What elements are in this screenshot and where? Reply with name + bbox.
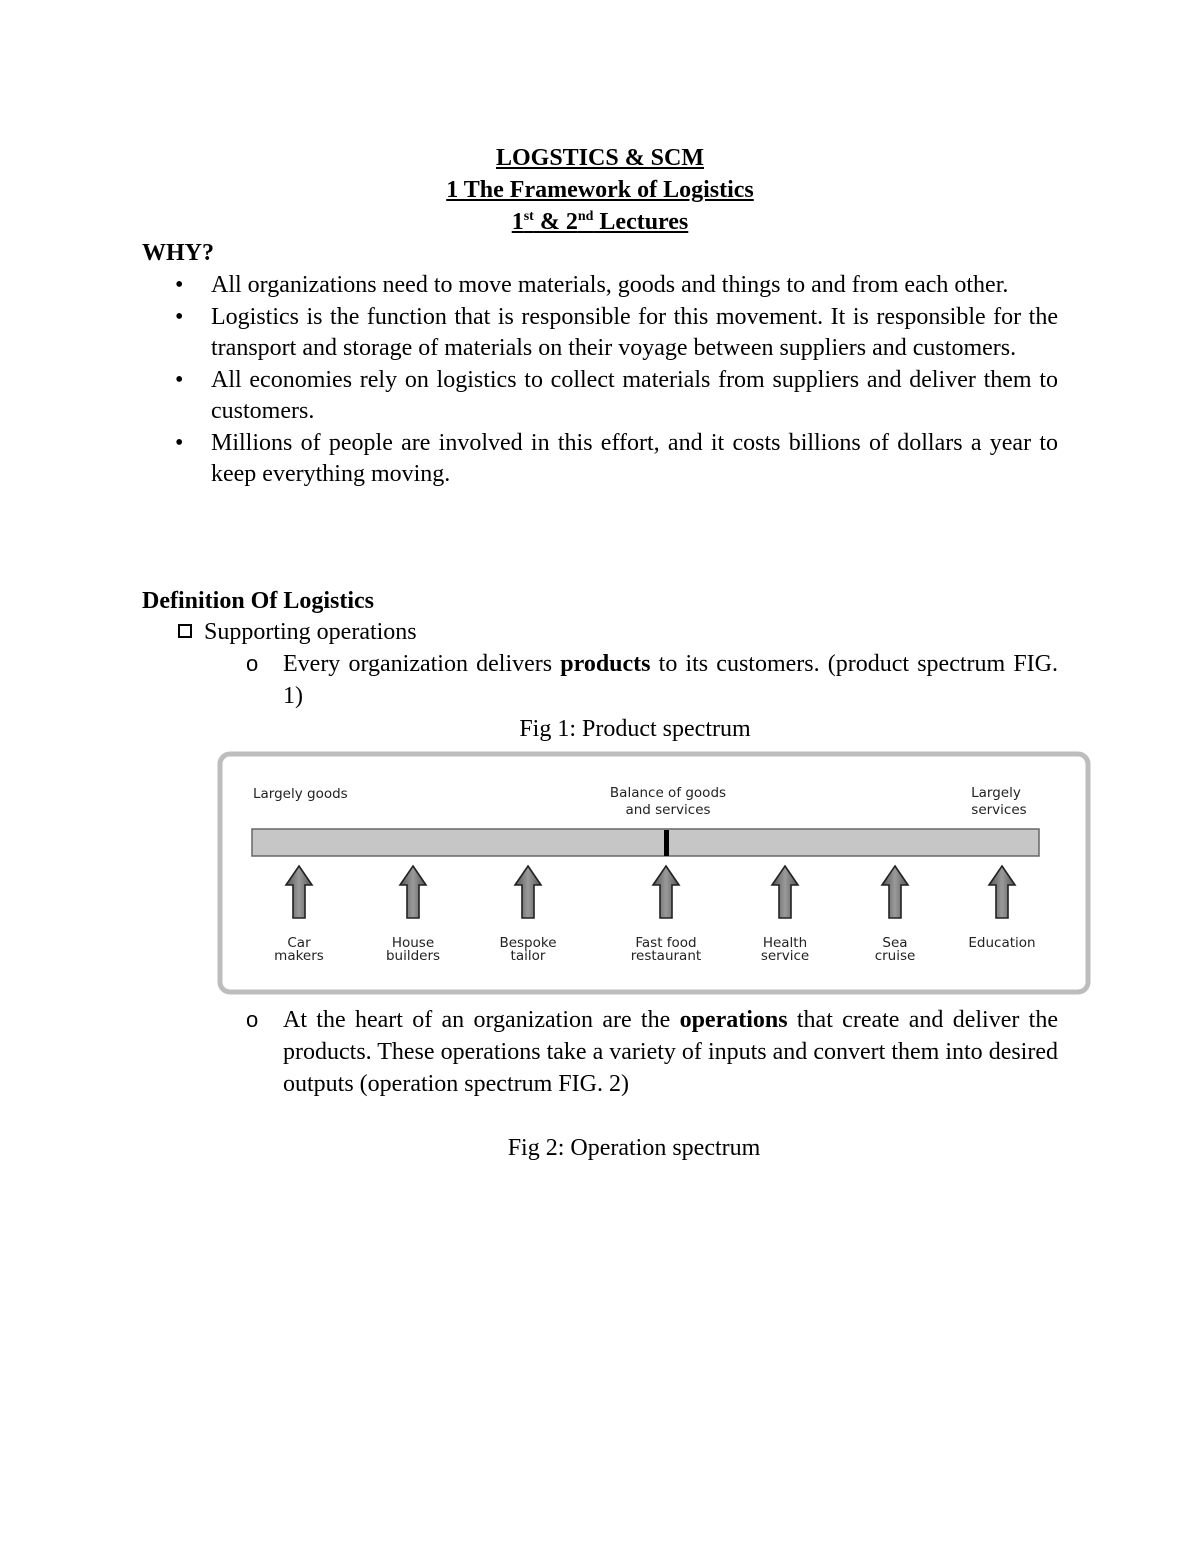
- product-spectrum-figure: [217, 751, 1091, 995]
- bullet-item: • All economies rely on logistics to collect materials from suppliers and deliver them to customers.: [175, 367, 1058, 424]
- spectrum-item-label-line2: makers: [274, 948, 324, 964]
- spectrum-item-label-line2: builders: [385, 948, 441, 964]
- bullet-icon: •: [175, 367, 184, 393]
- spectrum-item-label-line2: cruise: [874, 948, 916, 964]
- spectrum-item-label-line1: Car: [287, 935, 311, 951]
- spectrum-item-label-line1: Sea: [882, 935, 908, 951]
- bullet-item: • Logistics is the function that is responsible for this movement. It is responsible for the transport and storage of materials on their voyage between suppliers and customers.: [175, 304, 1058, 361]
- document-title: LOGSTICS & SCM: [495, 145, 705, 171]
- spectrum-item-label-line1: House: [391, 935, 435, 951]
- bullet-icon: •: [175, 304, 184, 330]
- bullet-icon: •: [175, 272, 184, 298]
- label-largely-goods: Largely goods: [253, 786, 348, 802]
- spectrum-item-label-line1: Fast food: [635, 935, 697, 951]
- bullet-item: • All organizations need to move materials, goods and things to and from each other.: [142, 270, 1058, 301]
- label-largely-services-1: Largely: [971, 785, 1021, 801]
- spectrum-item-label-line2: restaurant: [630, 948, 702, 964]
- checkbox-item: Supporting operations: [178, 617, 417, 648]
- why-bullet-list: [142, 270, 1058, 491]
- label-balance-1: Balance of goods: [609, 785, 727, 801]
- spectrum-midpoint-marker: [664, 830, 669, 856]
- sub-item-products: o Every organization delivers products to its customers. (product spectrum FIG. 1): [283, 648, 1058, 712]
- spectrum-item-label-line1: Education: [968, 935, 1036, 951]
- figure-1-caption: Fig 1: Product spectrum: [519, 716, 751, 742]
- circle-bullet-icon: o: [246, 651, 259, 676]
- spectrum-bar: [252, 829, 1039, 856]
- chapter-title: 1 The Framework of Logistics: [446, 177, 754, 203]
- spectrum-item-label-line2: service: [760, 948, 810, 964]
- spectrum-item-label-line1: Bespoke: [499, 935, 557, 951]
- checkbox-icon: [178, 624, 192, 638]
- circle-bullet-icon: o: [246, 1007, 259, 1032]
- lecture-title: 1st & 2nd Lectures: [511, 209, 689, 235]
- sub-item-operations: o At the heart of an organization are the operations that create and deliver the products. These operations take a variety of inputs and convert them into desired outputs (operation spectrum FIG. 2): [283, 1004, 1058, 1100]
- definition-heading: Definition Of Logistics: [142, 588, 374, 614]
- label-largely-services-2: services: [971, 802, 1027, 818]
- spectrum-item-label-line1: Health: [762, 935, 808, 951]
- title-block: [0, 142, 1200, 238]
- product-spectrum-diagram: [217, 751, 1091, 995]
- bullet-icon: •: [175, 430, 184, 456]
- why-heading: WHY?: [142, 240, 214, 266]
- bullet-item: • Millions of people are involved in this effort, and it costs billions of dollars a year to keep everything moving.: [175, 430, 1058, 487]
- label-balance-2: and services: [625, 802, 711, 818]
- figure-2-caption: Fig 2: Operation spectrum: [507, 1135, 761, 1161]
- spectrum-item-label-line2: tailor: [510, 948, 546, 964]
